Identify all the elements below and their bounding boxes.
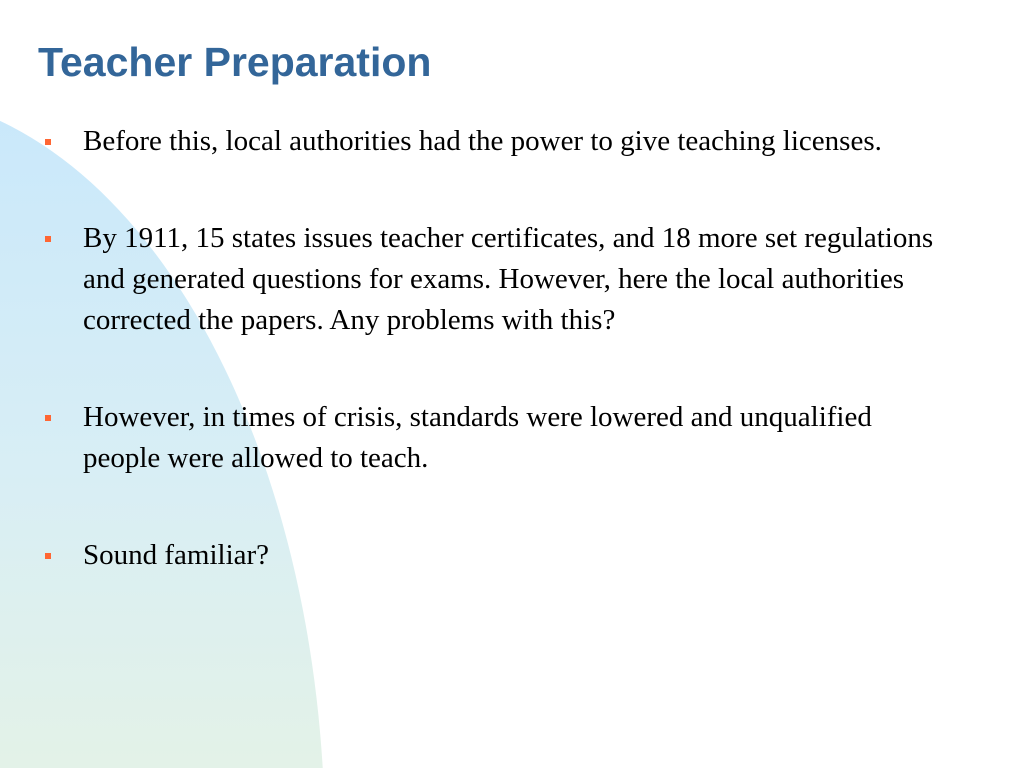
bullet-item [40,535,940,576]
square-bullet-icon [45,415,51,421]
slide-title: Teacher Preparation [38,39,432,85]
bullet-list [40,121,940,576]
bullet-item [40,397,940,479]
bullet-text: Sound familiar? [83,539,270,571]
bullet-text: However, in times of crisis, standards were lowered and unqualified people were allowed to teach. [83,401,872,474]
bullet-text: Before this, local authorities had the power to give teaching licenses. [83,125,882,157]
bullet-item [40,121,940,162]
square-bullet-icon [45,139,51,145]
bullet-text: By 1911, 15 states issues teacher certificates, and 18 more set regulations and generated questions for exams. However, here the local authorities corrected the papers. Any problems with this? [83,222,934,336]
bullet-item [40,218,940,341]
square-bullet-icon [45,553,51,559]
square-bullet-icon [45,236,51,242]
